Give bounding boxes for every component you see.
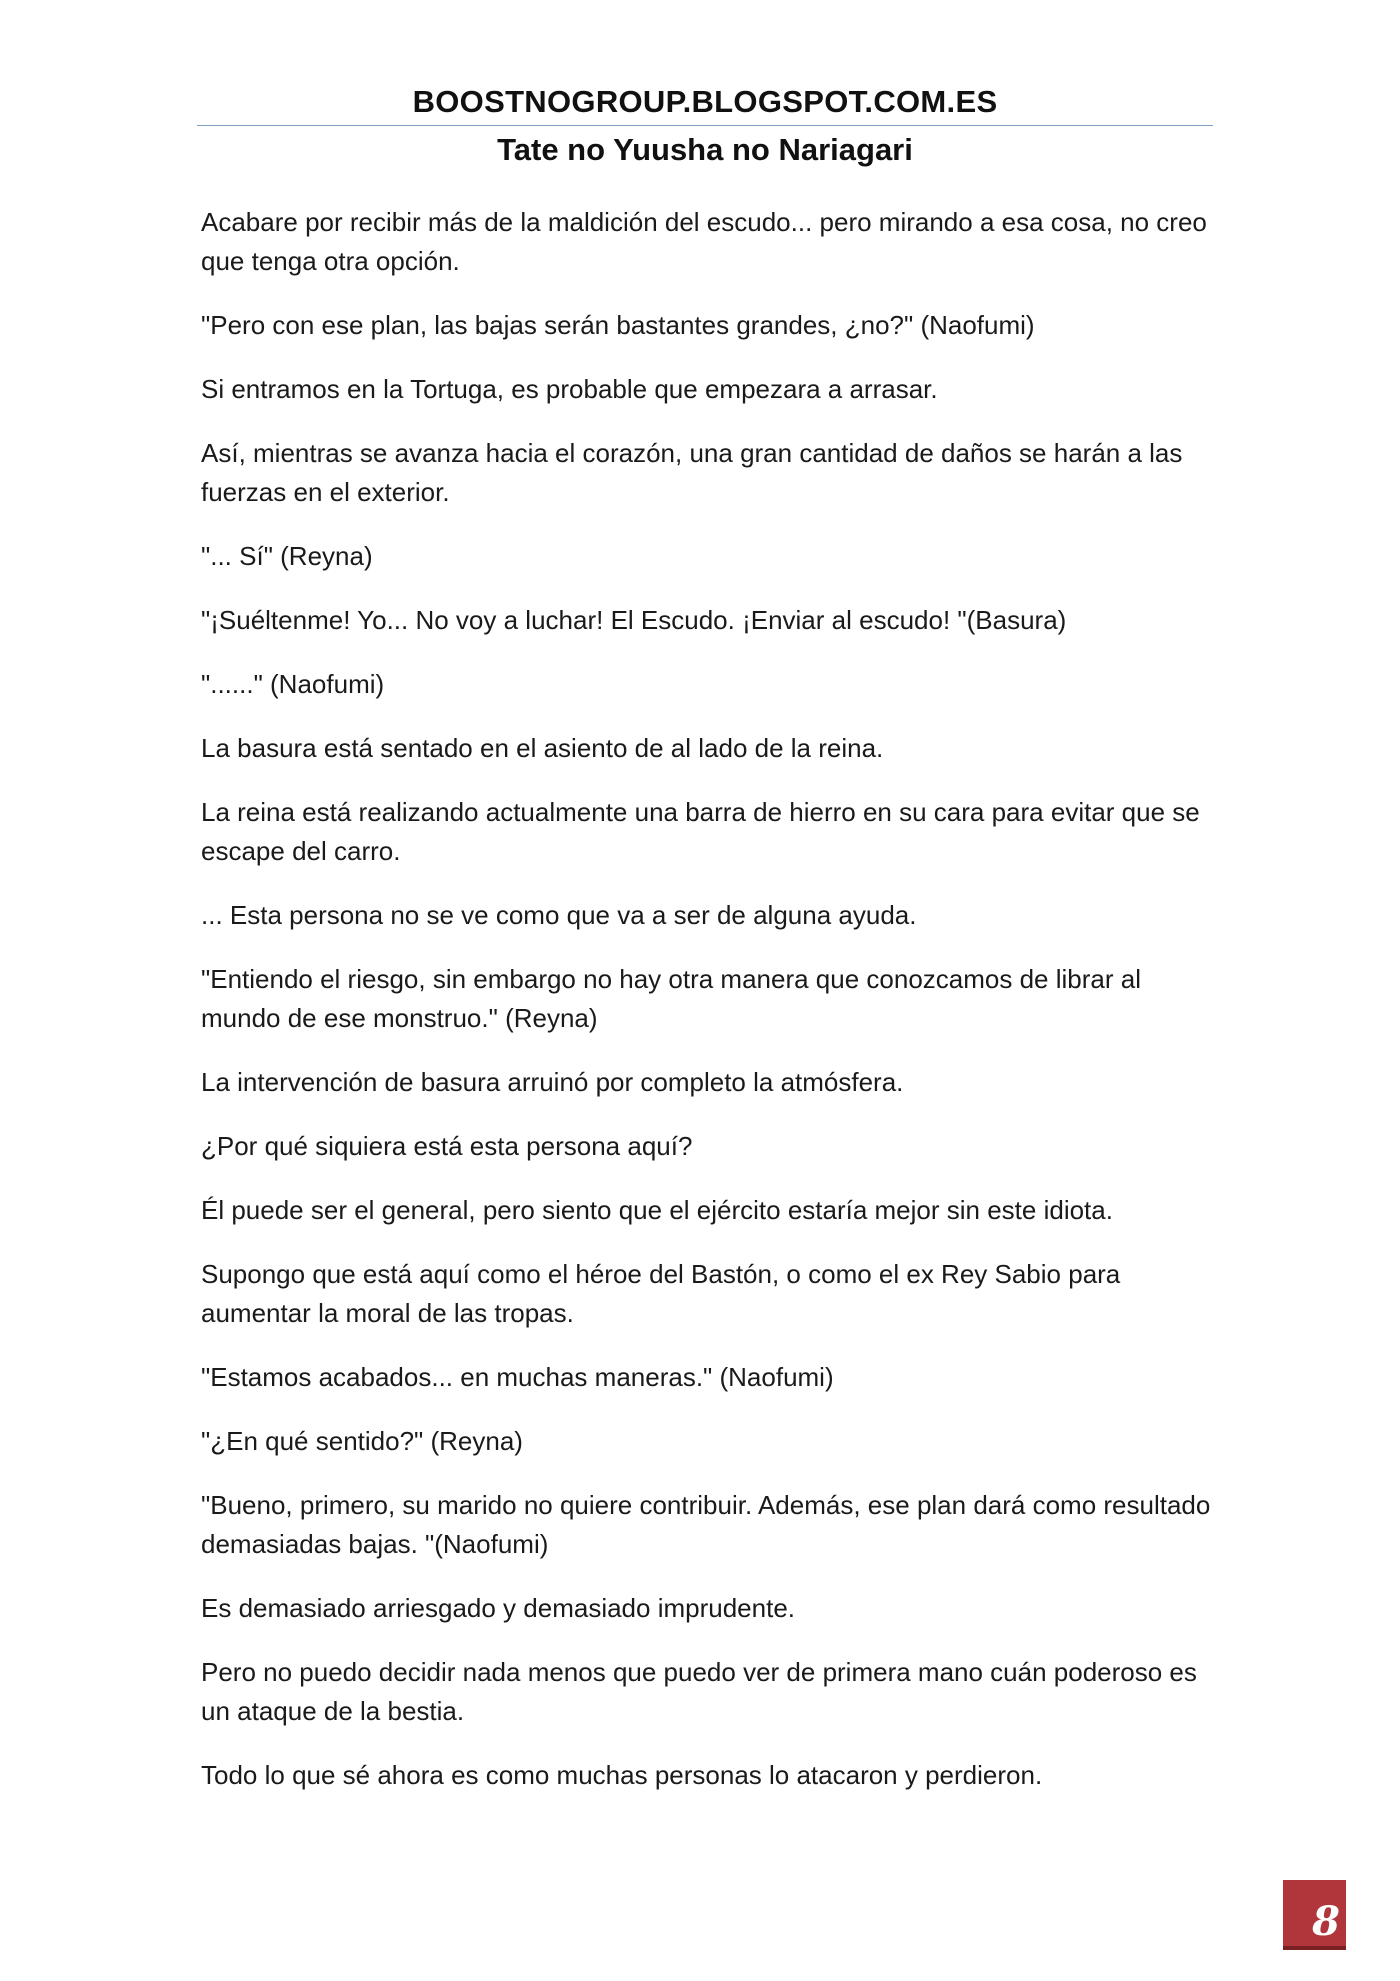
paragraph: La reina está realizando actualmente una barra de hierro en su cara para evitar que se escape del carro. bbox=[201, 797, 1200, 866]
page-header bbox=[197, 82, 1213, 170]
paragraph: ¿Por qué siquiera está esta persona aquí? bbox=[201, 1131, 693, 1161]
paragraph: "¡Suéltenme! Yo... No voy a luchar! El Escudo. ¡Enviar al escudo! "(Basura) bbox=[201, 605, 1067, 635]
paragraph: "......" (Naofumi) bbox=[201, 669, 385, 699]
book-title: Tate no Yuusha no Nariagari bbox=[497, 132, 913, 167]
paragraph: "Bueno, primero, su marido no quiere contribuir. Además, ese plan dará como resultado demasiadas bajas. "(Naofumi) bbox=[201, 1490, 1211, 1559]
page-number: 8 bbox=[1312, 1898, 1340, 1945]
paragraph: Pero no puedo decidir nada menos que puedo ver de primera mano cuán poderoso es un ataque de la bestia. bbox=[201, 1657, 1197, 1726]
page-number-badge bbox=[1283, 1880, 1346, 1950]
paragraph: "... Sí" (Reyna) bbox=[201, 541, 373, 571]
page-body bbox=[201, 203, 1213, 1820]
paragraph: Así, mientras se avanza hacia el corazón, una gran cantidad de daños se harán a las fuerzas en el exterior. bbox=[201, 438, 1183, 507]
paragraph: Supongo que está aquí como el héroe del Bastón, o como el ex Rey Sabio para aumentar la moral de las tropas. bbox=[201, 1259, 1121, 1328]
paragraph: Acabare por recibir más de la maldición del escudo... pero mirando a esa cosa, no creo que tenga otra opción. bbox=[201, 207, 1207, 276]
paragraph: La intervención de basura arruinó por completo la atmósfera. bbox=[201, 1067, 904, 1097]
paragraph: "Estamos acabados... en muchas maneras." (Naofumi) bbox=[201, 1362, 834, 1392]
paragraph: Si entramos en la Tortuga, es probable que empezara a arrasar. bbox=[201, 374, 938, 404]
paragraph: "Entiendo el riesgo, sin embargo no hay otra manera que conozcamos de librar al mundo de ese monstruo." (Reyna) bbox=[201, 964, 1141, 1033]
paragraph: ... Esta persona no se ve como que va a ser de alguna ayuda. bbox=[201, 900, 917, 930]
header-divider bbox=[197, 125, 1213, 126]
paragraph: La basura está sentado en el asiento de al lado de la reina. bbox=[201, 733, 884, 763]
site-title: BOOSTNOGROUP.BLOGSPOT.COM.ES bbox=[412, 84, 998, 119]
paragraph: "¿En qué sentido?" (Reyna) bbox=[201, 1426, 523, 1456]
paragraph: Él puede ser el general, pero siento que el ejército estaría mejor sin este idiota. bbox=[201, 1195, 1113, 1225]
paragraph: Es demasiado arriesgado y demasiado imprudente. bbox=[201, 1593, 796, 1623]
paragraph: "Pero con ese plan, las bajas serán bastantes grandes, ¿no?" (Naofumi) bbox=[201, 310, 1035, 340]
paragraph: Todo lo que sé ahora es como muchas personas lo atacaron y perdieron. bbox=[201, 1760, 1043, 1790]
